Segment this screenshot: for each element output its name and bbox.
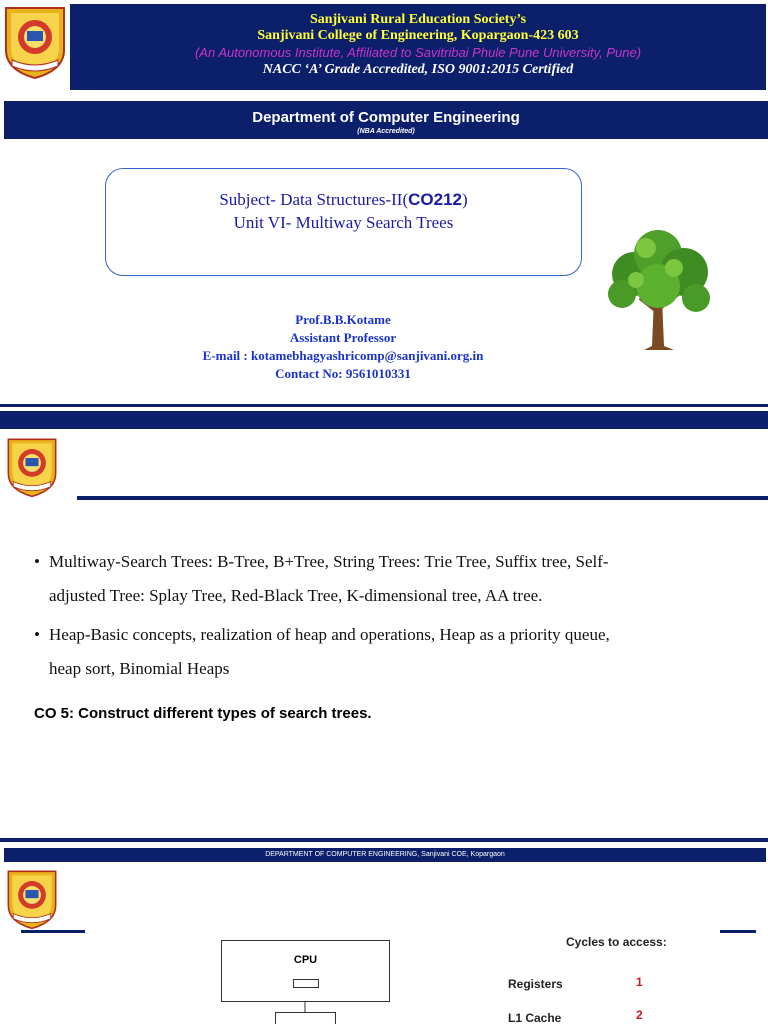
department-title: Department of Computer Engineering [252,109,520,126]
header-rule-right [720,930,756,933]
slide-divider [0,838,768,842]
college-logo-icon [2,4,68,80]
professor-info [100,311,586,383]
bullet-icon: • [34,625,40,644]
slide-divider-thick [0,411,768,429]
subject-box [105,168,582,276]
bullet-line: adjusted Tree: Splay Tree, Red-Black Tree, K-dimensional tree, AA tree. [49,586,543,605]
cycle-row-value: 1 [636,975,643,989]
header-rule [77,496,768,500]
college-header-banner [70,4,766,90]
cpu-box [221,940,390,1002]
professor-designation: Assistant Professor [289,330,397,345]
bullet-line: Heap-Basic concepts, realization of heap and operations, Heap as a priority queue, [49,625,610,644]
subject-code: CO212 [408,190,463,209]
society-name: Sanjivani Rural Education Society’s [309,12,527,27]
bullet-line: Multiway-Search Trees: B-Tree, B+Tree, String Trees: Trie Tree, Suffix tree, Self- [49,552,609,571]
unit-title: Unit VI- Multiway Search Trees [233,213,454,232]
list-item [34,545,734,613]
list-item [34,618,734,686]
cpu-cache-connector [300,1002,310,1012]
bullet-line: heap sort, Binomial Heaps [49,659,230,678]
professor-name: Prof.B.B.Kotame [295,312,391,327]
college-logo-icon [2,436,62,498]
slide-1 [0,0,768,430]
department-footer: DEPARTMENT OF COMPUTER ENGINEERING, Sanjivani COE, Kopargaon [4,848,766,862]
subject-title [106,190,581,210]
subject-prefix: Subject- Data Structures-II( [219,190,409,209]
professor-contact: Contact No: 9561010331 [275,366,411,381]
cycle-row-label: L1 Cache [508,1011,562,1024]
l1-cache-box [275,1012,336,1024]
header-rule-left [21,930,85,933]
affiliation-text: (An Autonomous Institute, Affiliated to Savitribai Phule Pune University, Pune) [194,45,642,60]
department-subtitle: (NBA Accredited) [357,128,415,135]
bullet-icon: • [34,552,40,571]
slide-divider-thin [0,404,768,407]
department-bar [4,101,768,139]
register-block [293,979,319,988]
cpu-label: CPU [293,954,318,966]
subject-suffix: ) [462,190,468,209]
tree-icon [600,228,718,352]
syllabus-bullets [34,545,734,691]
cycle-row-label: Registers [508,977,563,991]
cycle-row-value: 2 [636,1008,643,1022]
college-logo-icon [2,868,62,930]
course-outcome: CO 5: Construct different types of search trees. [34,705,372,722]
accreditation-text: NACC ‘A’ Grade Accredited, ISO 9001:2015 Certified [262,62,574,77]
cycles-title: Cycles to access: [566,935,667,949]
professor-email: E-mail : kotamebhagyashricomp@sanjivani.org.in [202,348,484,363]
college-name: Sanjivani College of Engineering, Kopargaon-423 603 [257,28,579,43]
